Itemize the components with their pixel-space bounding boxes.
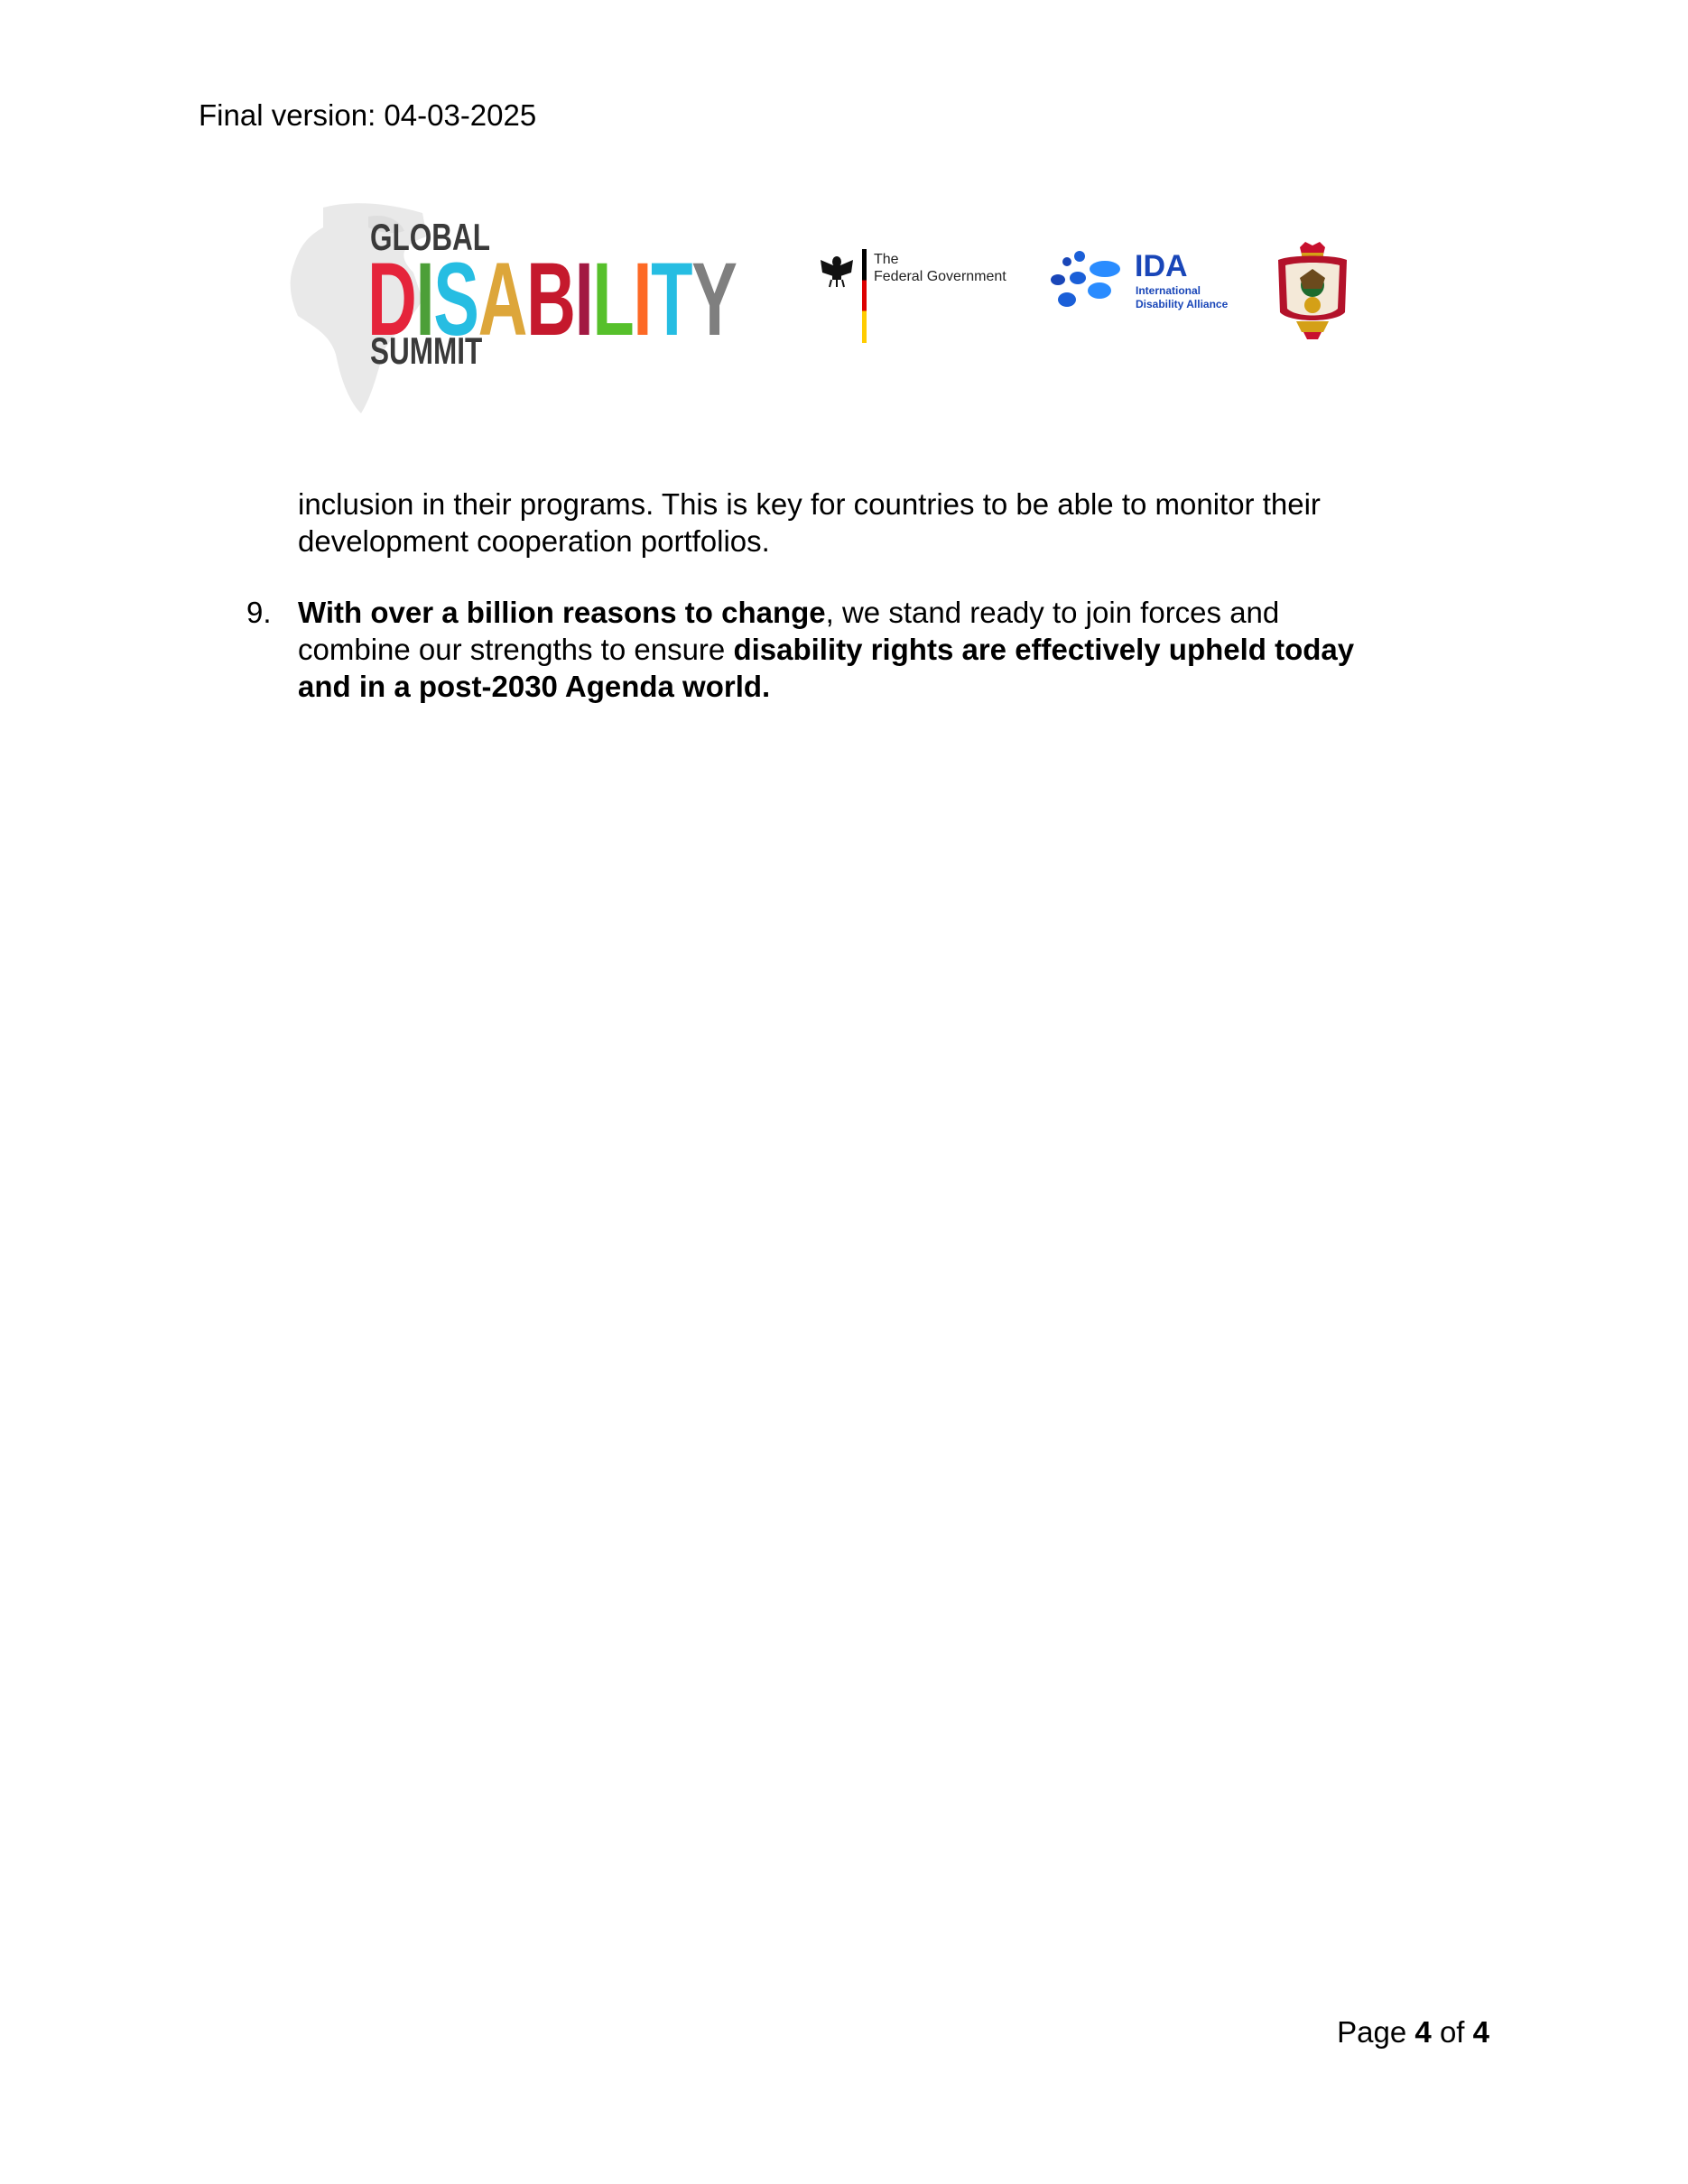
page-number xyxy=(1337,2014,1489,2050)
list-item-line xyxy=(298,668,770,705)
summit-logo-global: GLOBAL xyxy=(370,216,490,258)
federal-line-the: The xyxy=(874,252,899,267)
federal-eagle-icon xyxy=(817,249,857,289)
logo-letter: I xyxy=(574,242,593,357)
federal-government-logo xyxy=(817,249,1025,347)
ida-line-alliance: Disability Alliance xyxy=(1136,298,1229,310)
plain-phrase: combine our strengths to ensure xyxy=(298,633,734,666)
ida-subtitle xyxy=(1136,284,1228,311)
global-disability-summit-logo xyxy=(287,200,738,415)
german-flag-bar xyxy=(862,249,867,343)
logo-letter: T xyxy=(651,242,692,357)
federal-government-text xyxy=(874,251,1006,285)
logo-letter: D xyxy=(367,242,416,357)
logo-letter: I xyxy=(633,242,652,357)
federal-line-government: Federal Government xyxy=(874,269,1006,284)
summit-logo-summit: SUMMIT xyxy=(370,329,483,372)
paragraph-line: development cooperation portfolios. xyxy=(298,524,770,558)
current-page: 4 xyxy=(1414,2015,1432,2049)
plain-phrase: , we stand ready to join forces and xyxy=(825,596,1280,629)
logo-letter: L xyxy=(592,242,634,357)
bold-phrase: disability rights are effectively upheld today xyxy=(733,633,1355,666)
paragraph-line: inclusion in their programs. This is key for countries to be able to monitor their xyxy=(298,487,1321,521)
page-word: Page xyxy=(1337,2015,1415,2049)
ida-logo xyxy=(1049,249,1247,321)
jordan-emblem-icon xyxy=(1273,242,1352,341)
bold-phrase: and in a post-2030 Agenda world. xyxy=(298,670,771,703)
logo-letter: Y xyxy=(691,242,737,357)
logo-letter: B xyxy=(526,242,575,357)
list-item-line xyxy=(298,594,1279,631)
total-pages: 4 xyxy=(1472,2015,1489,2049)
logo-letter: I xyxy=(415,242,434,357)
ida-dots-icon xyxy=(1049,249,1130,314)
list-item-line xyxy=(298,631,1354,668)
ida-title: IDA xyxy=(1135,249,1188,283)
logo-letter: A xyxy=(478,242,527,357)
bold-phrase: With over a billion reasons to change xyxy=(298,596,826,629)
version-label: Final version: 04-03-2025 xyxy=(199,98,537,132)
logo-letter: S xyxy=(433,242,478,357)
ida-line-international: International xyxy=(1136,284,1201,297)
of-word: of xyxy=(1431,2015,1473,2049)
list-item-number: 9. xyxy=(246,596,272,629)
